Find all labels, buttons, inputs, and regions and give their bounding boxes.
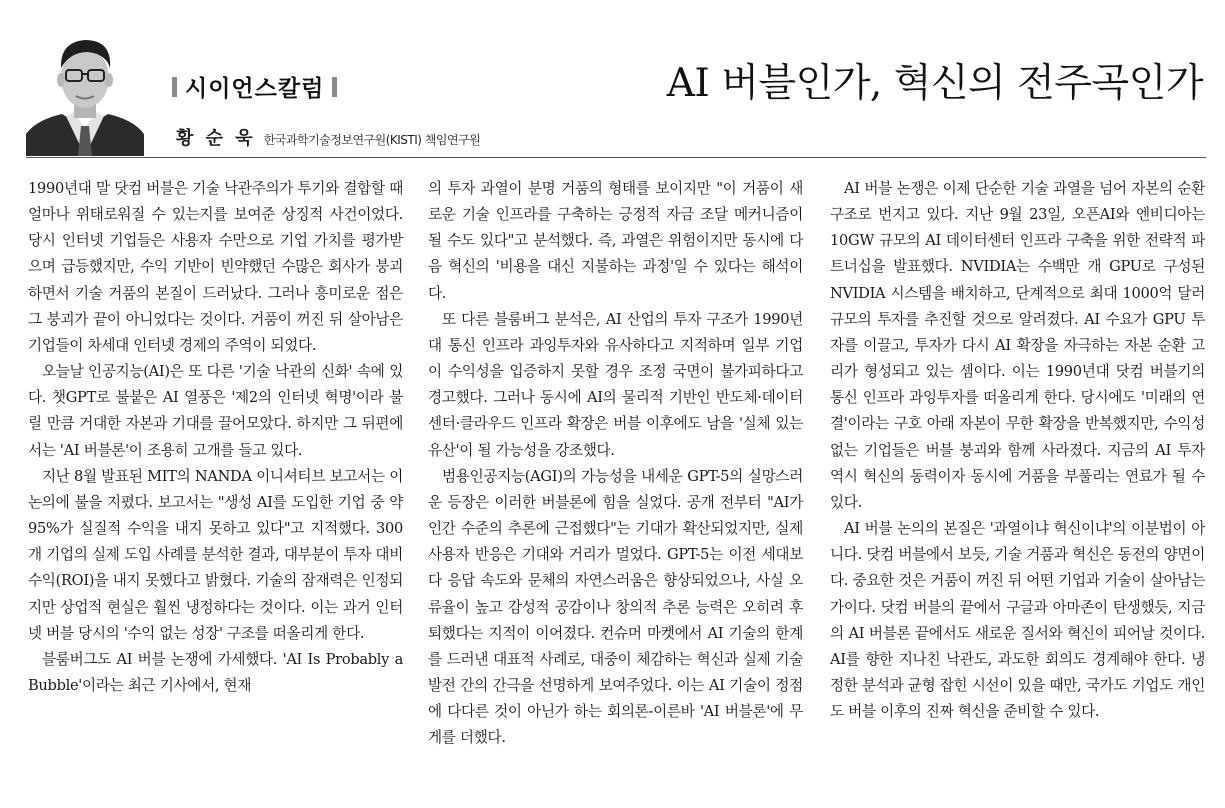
column-header bbox=[0, 0, 1225, 160]
paragraph: AI 버블 논의의 본질은 '과열이냐 혁신이냐'의 이분법이 아니다. 닷컴 버블에서 보듯, 기술 거품과 혁신은 동전의 양면이다. 중요한 것은 거품이 꺼진 뒤 어떤 기업과 기술이 살아남는가이다. 닷컴 버블의 끝에서 구글과 아마존이 탄생했듯, 지금의 AI 버블론 끝에서도 새로운 질서와 혁신이 피어날 것이다. AI를 향한 지나친 낙관도, 과도한 회의도 경계해야 한다. 냉정한 분석과 균형 잡힌 시선이 있을 때만, 국가도 기업도 개인도 버블 이후의 진짜 혁신을 준비할 수 있다. bbox=[830, 520, 1205, 721]
label-bar-right bbox=[332, 77, 337, 97]
author-photo bbox=[26, 24, 144, 156]
article-column-3 bbox=[830, 176, 1205, 725]
paragraph: 1990년대 말 닷컴 버블은 기술 낙관주의가 투기와 결합할 때 얼마나 위태로워질 수 있는지를 보여준 상징적 사건이었다. 당시 인터넷 기업들은 사용자 수만으로 기업 가치를 평가받으며 급등했지만, 수익 기반이 빈약했던 수많은 회사가 붕괴하면서 기술 거품의 본질이 드러났다. 그러나 흥미로운 점은 그 붕괴가 끝이 아니었다는 것이다. 거품이 꺼진 뒤 살아남은 기업들이 차세대 인터넷 경제의 주역이 되었다. bbox=[28, 180, 403, 354]
label-bar-left bbox=[172, 77, 177, 97]
paragraph: 범용인공지능(AGI)의 가능성을 내세운 GPT-5의 실망스러운 등장은 이러한 버블론에 힘을 실었다. 공개 전부터 "AI가 인간 수준의 추론에 근접했다"는 기대가 확산되었지만, 실제 사용자 반응은 기대와 거리가 멀었다. GPT-5는 이전 세대보다 응답 속도와 문체의 자연스러움은 향상되었으나, 사실 오류율이 높고 감성적 공감이나 창의적 추론 능력은 오히려 후퇴했다는 지적이 이어졌다. 컨슈머 마켓에서 AI 기술의 한계를 드러낸 대표적 사례로, 대중이 체감하는 혁신과 실제 기술 발전 간의 간극을 선명하게 보여주었다. 이는 AI 기술이 정점에 다다른 것이 아닌가 하는 회의론-이른바 'AI 버블론'에 무게를 더했다. bbox=[428, 467, 803, 747]
paragraph: 지난 8월 발표된 MIT의 NANDA 이니셔티브 보고서는 이 논의에 불을 지폈다. 보고서는 "생성 AI를 도입한 기업 중 약 95%가 실질적 수익을 내지 못하고 있다"고 지적했다. 300개 기업의 실제 도입 사례를 분석한 결과, 대부분이 투자 대비 수익(ROI)을 내지 못했다고 밝혔다. 기술의 잠재력은 인정되지만 상업적 현실은 훨씬 냉정하다는 것이다. 이는 과거 인터넷 버블 당시의 '수익 없는 성장' 구조를 떠올리게 한다. bbox=[28, 467, 403, 642]
section-label bbox=[172, 70, 337, 103]
section-label-text: 시이언스칼럼 bbox=[185, 76, 325, 102]
paragraph: 오늘날 인공지능(AI)은 또 다른 '기술 낙관의 신화' 속에 있다. 챗GPT로 불붙은 AI 열풍은 '제2의 인터넷 혁명'이라 불릴 만큼 거대한 자본과 기대를 끌어모았다. 하지만 그 뒤편에서는 'AI 버블론'이 조용히 고개를 들고 있다. bbox=[28, 363, 403, 459]
paragraph: 또 다른 블룸버그 분석은, AI 산업의 투자 구조가 1990년대 통신 인프라 과잉투자와 유사하다고 지적하며 일부 기업이 수익성을 입증하지 못할 경우 조정 국면이 불가피하다고 경고했다. 그러나 동시에 AI의 물리적 기반인 반도체·데이터센터·클라우드 인프라 확장은 버블 이후에도 남을 '실체 있는 유산'이 될 가능성을 강조했다. bbox=[428, 310, 803, 459]
author-affiliation: 한국과학기술정보연구원(KISTI) 책임연구원 bbox=[263, 133, 481, 147]
header-divider bbox=[26, 157, 1206, 158]
paragraph: 의 투자 과열이 분명 거품의 형태를 보이지만 "이 거품이 새로운 기술 인프라를 구축하는 긍정적 자금 조달 메커니즘이 될 수도 있다"고 분석했다. 즉, 과열은 위험이지만 동시에 다음 혁신의 '비용을 대신 지불하는 과정'일 수 있다는 해석이다. bbox=[428, 180, 803, 302]
paragraph: AI 버블 논쟁은 이제 단순한 기술 과열을 넘어 자본의 순환 구조로 번지고 있다. 지난 9월 23일, 오픈AI와 엔비디아는 10GW 규모의 AI 데이터센터 인프라 구축을 위한 전략적 파트너십을 발표했다. NVIDIA는 수백만 개 GPU로 구성된 NVIDIA 시스템을 배치하고, 단계적으로 최대 1000억 달러 규모의 투자를 추진할 것으로 알려졌다. AI 수요가 GPU 투자를 이끌고, 투자가 다시 AI 확장을 자극하는 자본 순환 고리가 형성되고 있는 셈이다. 이는 1990년대 닷컴 버블기의 통신 인프라 과잉투자를 떠올리게 한다. 당시에도 '미래의 연결'이라는 구호 아래 자본이 무한 확장을 반복했지만, 수익성 없는 기업들은 버블 붕괴와 함께 사라졌다. 지금의 AI 투자 역시 혁신의 동력이자 동시에 거품을 부풀리는 연료가 될 수 있다. bbox=[830, 180, 1205, 511]
article-column-1 bbox=[28, 176, 403, 699]
author-byline bbox=[176, 124, 480, 150]
article-column-2 bbox=[428, 176, 803, 751]
author-name: 황 순 욱 bbox=[176, 128, 256, 149]
article-title: AI 버블인가, 혁신의 전주곡인가 bbox=[666, 61, 1203, 107]
paragraph: 블룸버그도 AI 버블 논쟁에 가세했다. 'AI Is Probably a Bubble'이라는 최근 기사에서, 현재 bbox=[28, 650, 403, 694]
